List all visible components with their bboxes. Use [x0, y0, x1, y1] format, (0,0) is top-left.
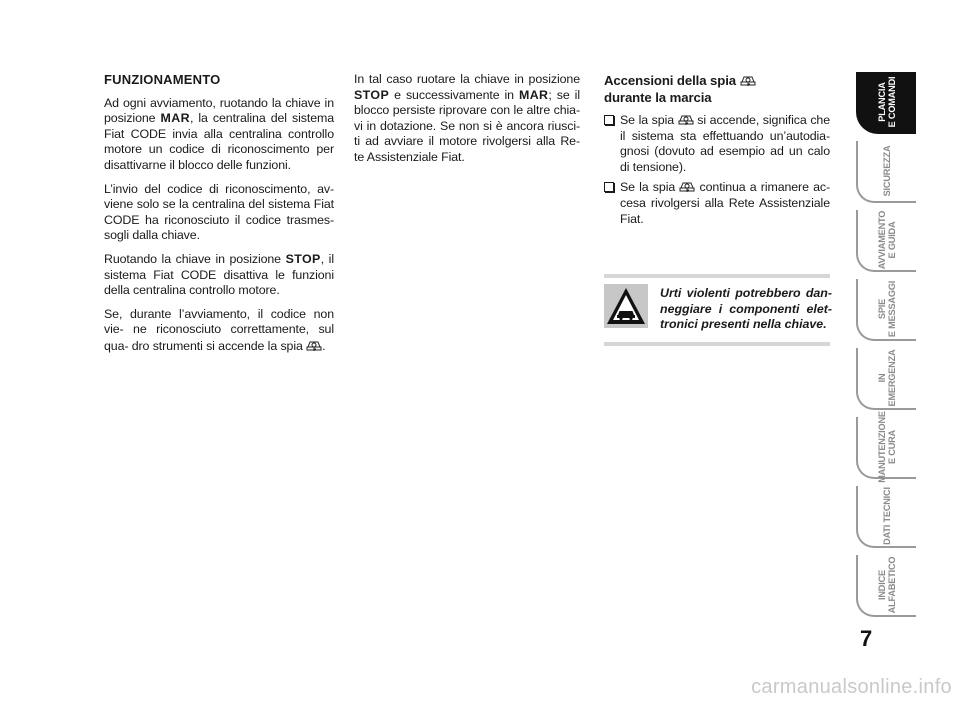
- key-car-icon: [679, 179, 695, 194]
- tab-manutenzione-e-cura[interactable]: [856, 411, 916, 483]
- paragraph: [104, 96, 334, 174]
- tab-label: SICUREZZA: [882, 145, 892, 197]
- paragraph: [104, 252, 334, 299]
- paragraph: [354, 72, 580, 166]
- tab-spie-e-messaggi[interactable]: [856, 279, 916, 341]
- tab-label: PLANCIA E COMANDI: [877, 76, 897, 128]
- paragraph: [104, 307, 334, 355]
- checkbox-bullet-icon: [604, 115, 614, 125]
- section-heading: [604, 72, 830, 106]
- text: e successivamente in: [389, 87, 519, 102]
- page-number: 7: [860, 626, 873, 651]
- tab-sicurezza[interactable]: [856, 141, 916, 203]
- text: ; se il blocco persiste riprovare con le altre chia- vi in dotazione. Se non si è ancora riusci- ti ad avviare il motore rivolgersi alla Re- te Assistenziale Fiat.: [354, 87, 580, 164]
- paragraph: L’invio del codice di riconoscimento, av- viene solo se la centralina del sistema Fiat CODE ha riconosciuto il codice trasmes- sogli dalla chiave.: [104, 181, 334, 243]
- column-1: [104, 72, 334, 363]
- tab-in-emergenza[interactable]: [856, 348, 916, 410]
- list-item: [604, 112, 830, 175]
- text: Se la spia: [620, 113, 675, 127]
- tab-dati-tecnici[interactable]: [856, 486, 916, 548]
- tab-indice-alfabetico[interactable]: [856, 555, 916, 617]
- divider: [604, 342, 830, 346]
- list-item: [604, 179, 830, 227]
- heading-text: Accensioni della spia: [604, 73, 737, 88]
- warning-text: Urti violenti potrebbero dan- neggiare i componenti elet- tronici presenti nella chiave.: [660, 286, 832, 332]
- divider: [604, 274, 830, 278]
- tab-label: SPIE E MESSAGGI: [877, 280, 897, 338]
- column-2: [354, 72, 580, 174]
- tab-plancia-e-comandi[interactable]: [856, 72, 916, 134]
- tab-label: INDICE ALFABETICO: [877, 556, 897, 614]
- bullet-list: [604, 112, 830, 227]
- keyword-stop: STOP: [354, 87, 390, 102]
- heading-text: durante la marcia: [604, 90, 712, 105]
- tab-label: IN EMERGENZA: [877, 349, 897, 407]
- checkbox-bullet-icon: [604, 182, 614, 192]
- text: Se, durante l’avviamento, il codice non vie- ne riconosciuto correttamente, sul qua- dro strumenti si accende la spia: [104, 306, 334, 353]
- keyword-mar: MAR: [518, 87, 549, 102]
- text: Ruotando la chiave in posizione: [104, 251, 286, 266]
- column-3: [604, 72, 830, 231]
- key-car-icon: [306, 338, 322, 353]
- text: continua a rimanere ac- cesa rivolgersi alla Rete Assistenziale Fiat.: [620, 180, 830, 226]
- keyword-mar: MAR: [160, 111, 190, 126]
- key-car-icon: [740, 73, 756, 88]
- text: , la centralina del sistema Fiat CODE invia alla centralina controllo motore un codice di riconoscimento per disattivarne il blocco delle funzioni.: [104, 111, 334, 172]
- text: Se la spia: [620, 180, 676, 195]
- text: , il sistema Fiat CODE disattiva le funzioni della centralina controllo motore.: [104, 251, 334, 298]
- key-car-icon: [678, 112, 694, 127]
- section-heading: FUNZIONAMENTO: [104, 72, 221, 87]
- text: In tal caso ruotare la chiave in posizione: [354, 72, 580, 86]
- tab-label: DATI TECNICI: [882, 487, 892, 545]
- chapter-tabs: [856, 72, 918, 624]
- text: Ad ogni avviamento, ruotando la chiave in posizione: [104, 95, 334, 126]
- tab-label: AVVIAMENTO E GUIDA: [877, 210, 897, 270]
- text: si accende, significa che il sistema sta effettuando un’autodia- gnosi (dovuto ad esempio ad un calo di tensione).: [620, 113, 830, 174]
- watermark: carmanualsonline.info: [751, 676, 952, 698]
- tab-label: MANUTENZIONE E CURA: [877, 411, 897, 483]
- keyword-stop: STOP: [285, 251, 321, 266]
- tab-avviamento-e-guida[interactable]: [856, 210, 916, 272]
- text: .: [322, 338, 326, 353]
